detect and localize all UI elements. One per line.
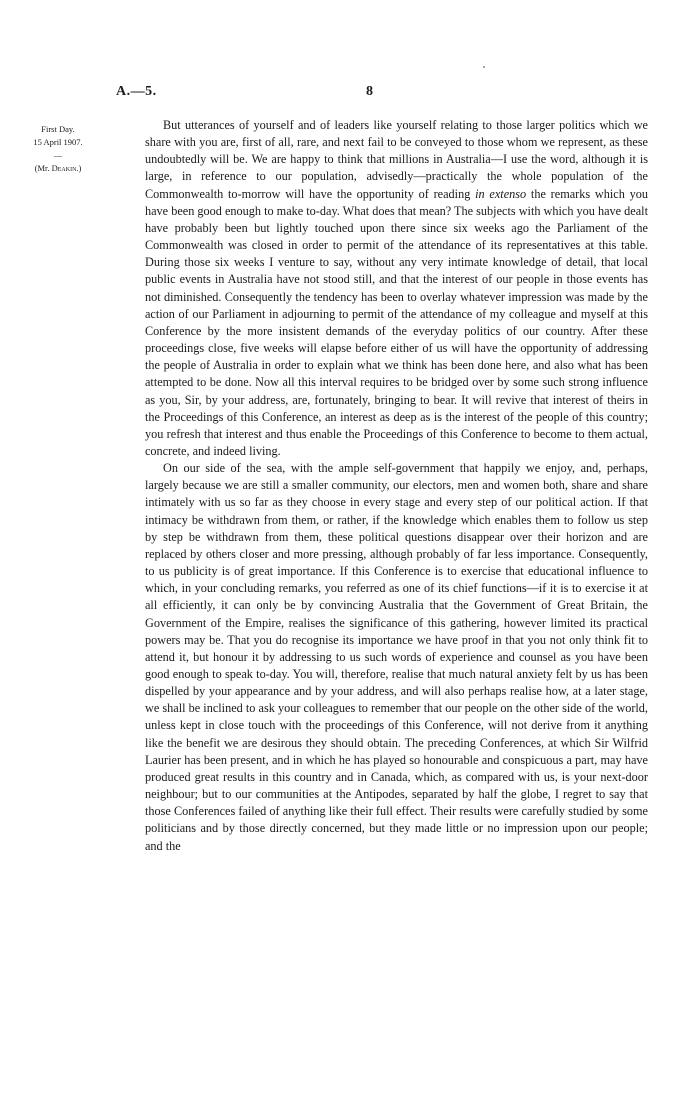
- paragraph-2: On our side of the sea, with the ample self-government that happily we enjoy, and, perhaps, largely because we are still a smaller community, our electors, men and women both, share and share intimately with us so far as they choose in every stage and every step of our political action. If that intimacy be withdrawn from them, or rather, if the knowledge which enables them to follow us step by step be withdrawn from them, these political questions disappear over their horizon and are replaced by others closer and more pressing, although probably of far less importance. Consequently, to us publicity is of great importance. If this Conference is to exercise that educational influence to which, in your concluding remarks, you referred as one of its chief functions—if it is to exercise it at all efficiently, it can only be by convincing Australia that the Government of Great Britain, the Government of the Empire, realises the significance of this gathering, however limited its practical powers may be. That you do recognise its importance we have proof in that you not only think fit to attend it, but honour it by addressing to us such words of experience and counsel as you have been good enough to speak to-day. You will, therefore, realise that much natural anxiety felt by us has been dispelled by your appearance and by your address, and will also perhaps realise how, at a later stage, we shall be inclined to ask your colleagues to remember that our people on the other side of the world, unless kept in close touch with the proceedings of this Conference, will not derive from it anything like the benefit we are desirous they should obtain. The preceding Conferences, at which Sir Wilfrid Laurier has been present, and in which he has played so honourable and conspicuous a part, may have produced great results in this country and in Canada, which, as compared with us, is your next-door neighbour; but to our communities at the Antipodes, separated by half the globe, I regret to say that those Conferences failed of anything like their full effect. Their results were carefully studied by some politicians and by those directly concerned, but they made little or no impression upon our people; and the: [145, 461, 648, 853]
- paragraph-1-italic: in extenso: [475, 186, 527, 201]
- margin-speaker-name: Deakin: [51, 163, 77, 173]
- speech-body: [145, 117, 648, 855]
- document-reference: A.—5.: [116, 84, 157, 99]
- scan-speck: [483, 66, 485, 68]
- margin-notes: [16, 123, 100, 175]
- page-number: 8: [366, 84, 373, 99]
- paragraph-1-part-b: the remarks which you have been good enough to make to-day. What does that mean? The subjects with which you have dealt have probably been but lightly touched upon there since six weeks ago the Parliament of the Commonwealth was closed in order to permit of the attendance of its representatives at this table. During those six weeks I venture to say, without any very intimate knowledge of detail, that local public events in Australia have not stood still, and that the interest of our people in those events has not diminished. Consequently the tendency has been to overlay whatever impression was made by the action of our Parliament in adjourning to permit of the attendance of my colleague and myself at this Conference by the more insistent demands of the everyday politics of our country. After these proceedings close, five weeks will elapse before either of us will have the opportunity of addressing the people of Australia in order to explain what we think has been done here, and also what has been attempted to be done. Now all this interval requires to be bridged over by some such strong influence as you, Sir, by your address, are, fortunately, bringing to bear. It will revive that interest of theirs in the Proceedings of this Conference, an interest as deep as is the interest of the people of this country; you refresh that interest and thus enable the Proceedings of this Conference to become to them actual, concrete, and indeed living.: [145, 186, 648, 458]
- margin-divider: —: [53, 150, 63, 160]
- margin-date: 15 April 1907.: [33, 137, 83, 147]
- margin-speaker-open: (Mr.: [34, 163, 52, 173]
- margin-speaker: [16, 162, 100, 175]
- margin-day: First Day.: [41, 124, 75, 134]
- paragraph-1-part-a: But utterances of yourself and of leaders like yourself relating to those larger politics which we share with you are, first of all, rare, and next fail to be conveyed to those whom we represent, as these undoubtedly will be. We are happy to think that millions in Australia—I use the word, although it is large, in reference to our population, advisedly—practically the whole population of the Commonwealth to-morrow will have the opportunity of reading: [145, 118, 648, 201]
- margin-speaker-close: .): [76, 163, 82, 173]
- paragraph-1: [145, 117, 648, 460]
